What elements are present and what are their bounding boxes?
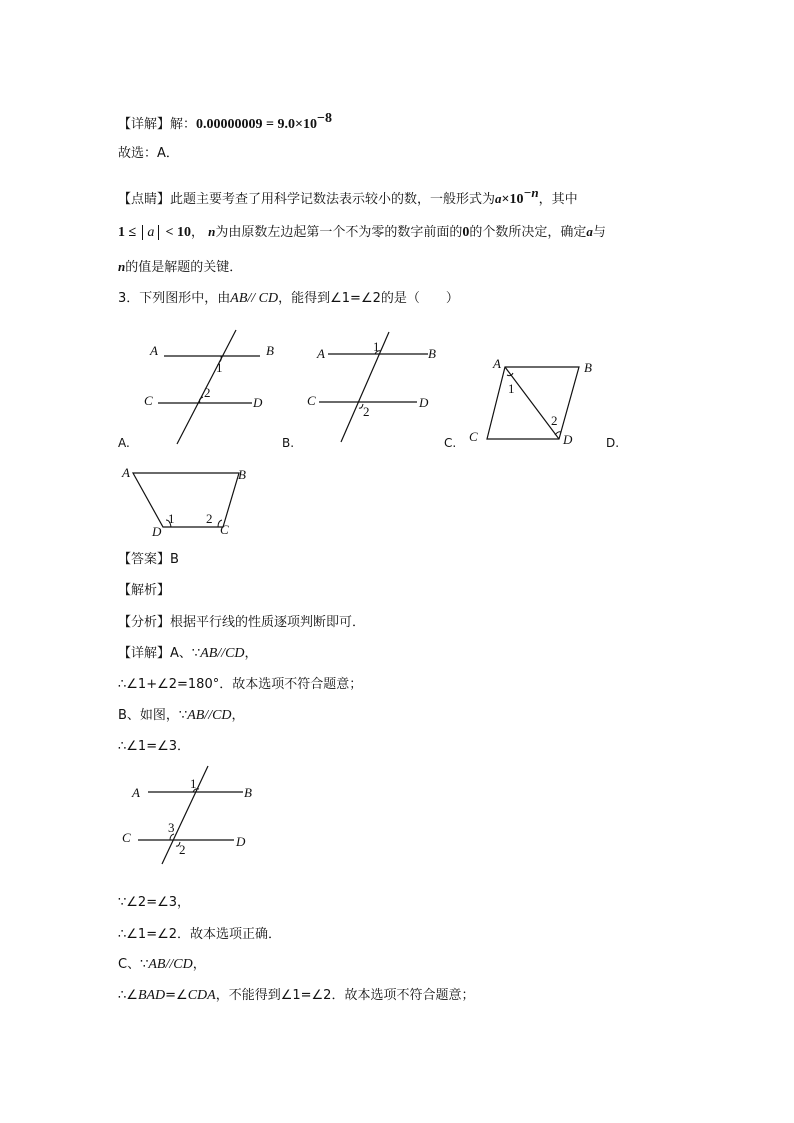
comment-line-2 (118, 223, 606, 242)
figure-explanation (120, 762, 260, 872)
fig-b-point-d: D (419, 395, 429, 410)
fig-b-angle-2: 2 (363, 404, 370, 419)
detail2-line-7 (118, 956, 206, 974)
sci-notation-exponent: −8 (316, 111, 332, 126)
detail2-l8-m1: BAD (137, 988, 166, 1003)
fig-e-point-d: D (236, 834, 246, 849)
fig-d-point-b: B (238, 467, 246, 482)
fig-a-point-a: A (150, 343, 158, 358)
detail2-line-5: ∵∠2=∠3， (118, 895, 191, 910)
detail2-l1-math: AB//CD (200, 646, 245, 661)
fig-d-angle-2: 2 (206, 511, 213, 526)
question-condition: AB// CD (230, 291, 279, 306)
range-right: < 10 (165, 225, 191, 240)
fig-c-point-a: A (493, 356, 501, 371)
detail2-line-6: ∴∠1=∠2．故本选项正确． (118, 927, 282, 942)
form-exp: −n (523, 185, 539, 200)
fig-b-point-a: A (317, 346, 325, 361)
fig-d-point-a: A (122, 465, 130, 480)
detail2-line-3 (118, 707, 245, 725)
question-suffix: ，能得到∠1=∠2的是（ ） (278, 291, 459, 306)
fig-e-point-c: C (122, 830, 131, 845)
analysis-line (118, 614, 365, 632)
figure-option-b (305, 330, 445, 450)
sci-notation-formula: 0.00000009 = 9.0×10 (196, 117, 317, 132)
var-a: a (586, 224, 593, 239)
fig-e-angle-1: 1 (190, 776, 197, 791)
detail2-l3-math: AB//CD (187, 708, 232, 723)
var-n: n (208, 224, 216, 239)
fig-c-angle-1: 1 (508, 381, 515, 396)
zero-digit: 0 (462, 225, 470, 240)
detail2-l8-post: ，不能得到∠1=∠2．故本选项不符合题意； (215, 988, 475, 1003)
detail2-l8-pre: ∴∠ (118, 988, 138, 1003)
fig-d-point-d: D (152, 524, 162, 539)
analysis-tag: 【解析】 (118, 583, 171, 598)
comment-sep: ， (190, 225, 204, 240)
question-prefix: 3．下列图形中，由 (118, 291, 231, 306)
detail2-l3-post: ， (231, 708, 245, 723)
fig-e-angle-2: 2 (179, 842, 186, 857)
fig-d-point-c: C (220, 522, 229, 537)
fig-b-angle-1: 1 (373, 339, 380, 354)
detail2-line-4: ∴∠1=∠3． (118, 739, 191, 754)
fig-a-angle-2: 2 (204, 385, 211, 400)
option-c-label: C. (444, 436, 457, 450)
fig-e-point-a: A (132, 785, 140, 800)
comment-line-3 (118, 258, 242, 277)
detail2-l8-m2: CDA (187, 988, 216, 1003)
fig-a-point-b: B (266, 343, 274, 358)
fig-c-point-d: D (563, 432, 573, 447)
var-n-2: n (118, 259, 126, 274)
analysis-sub-tag: 【分析】 (118, 615, 171, 630)
fig-c-point-b: B (584, 360, 592, 375)
detail2-line-2: ∴∠1+∠2=180°．故本选项不符合题意； (118, 677, 363, 692)
fig-a-point-d: D (253, 395, 263, 410)
detail2-l1-pre: A、∵ (170, 646, 201, 661)
comment-text-1: 此题主要考查了用科学记数法表示较小的数，一般形式为 (170, 192, 496, 207)
fig-e-point-b: B (244, 785, 252, 800)
range-var: a (142, 225, 159, 240)
fig-c-point-c: C (469, 429, 478, 444)
detail2-l7-pre: C、∵ (118, 957, 149, 972)
comment-text-2: ，其中 (538, 192, 578, 207)
comment-text-4: 的个数所决定，确定 (469, 225, 587, 240)
detail2-tag: 【详解】 (118, 646, 171, 661)
answer-line: 【答案】B (118, 552, 179, 567)
detail2-line-8 (118, 987, 474, 1005)
fig-a-point-c: C (144, 393, 153, 408)
option-d-label: D. (606, 436, 620, 450)
detail2-l8-mid: =∠ (165, 988, 188, 1003)
detail2-l7-post: ， (192, 957, 206, 972)
fig-b-point-b: B (428, 346, 436, 361)
form-a: a (495, 191, 502, 206)
comment-text-6: 的值是解题的关键． (125, 260, 243, 275)
comment-line-1 (118, 184, 578, 209)
comment-tag: 【点睛】 (118, 192, 171, 207)
detail-tag: 【详解】解： (118, 117, 197, 132)
analysis-text: 根据平行线的性质逐项判断即可． (170, 615, 366, 630)
figure-option-d (118, 462, 258, 542)
fig-c-angle-2: 2 (551, 413, 558, 428)
detail2-line-1 (118, 645, 258, 663)
form-times: ×10 (501, 192, 524, 207)
option-b-label: B. (282, 436, 295, 450)
question-line (118, 290, 459, 308)
fig-d-angle-1: 1 (168, 511, 175, 526)
comment-text-3: 为由原数左边起第一个不为零的数字前面的 (215, 225, 463, 240)
range-left: 1 ≤ (118, 225, 137, 240)
option-a-label: A. (118, 436, 130, 450)
figure-option-a (140, 325, 280, 450)
figure-option-c (465, 355, 605, 450)
detail2-l7-math: AB//CD (148, 957, 193, 972)
fig-b-point-c: C (307, 393, 316, 408)
detail2-l3-pre: B、如图，∵ (118, 708, 188, 723)
fig-a-angle-1: 1 (216, 360, 223, 375)
comment-text-5: 与 (592, 225, 606, 240)
detail-line-1 (118, 110, 332, 134)
fig-e-angle-3: 3 (168, 820, 175, 835)
detail2-l1-post: ， (244, 646, 258, 661)
choice-line: 故选：A． (118, 146, 179, 161)
